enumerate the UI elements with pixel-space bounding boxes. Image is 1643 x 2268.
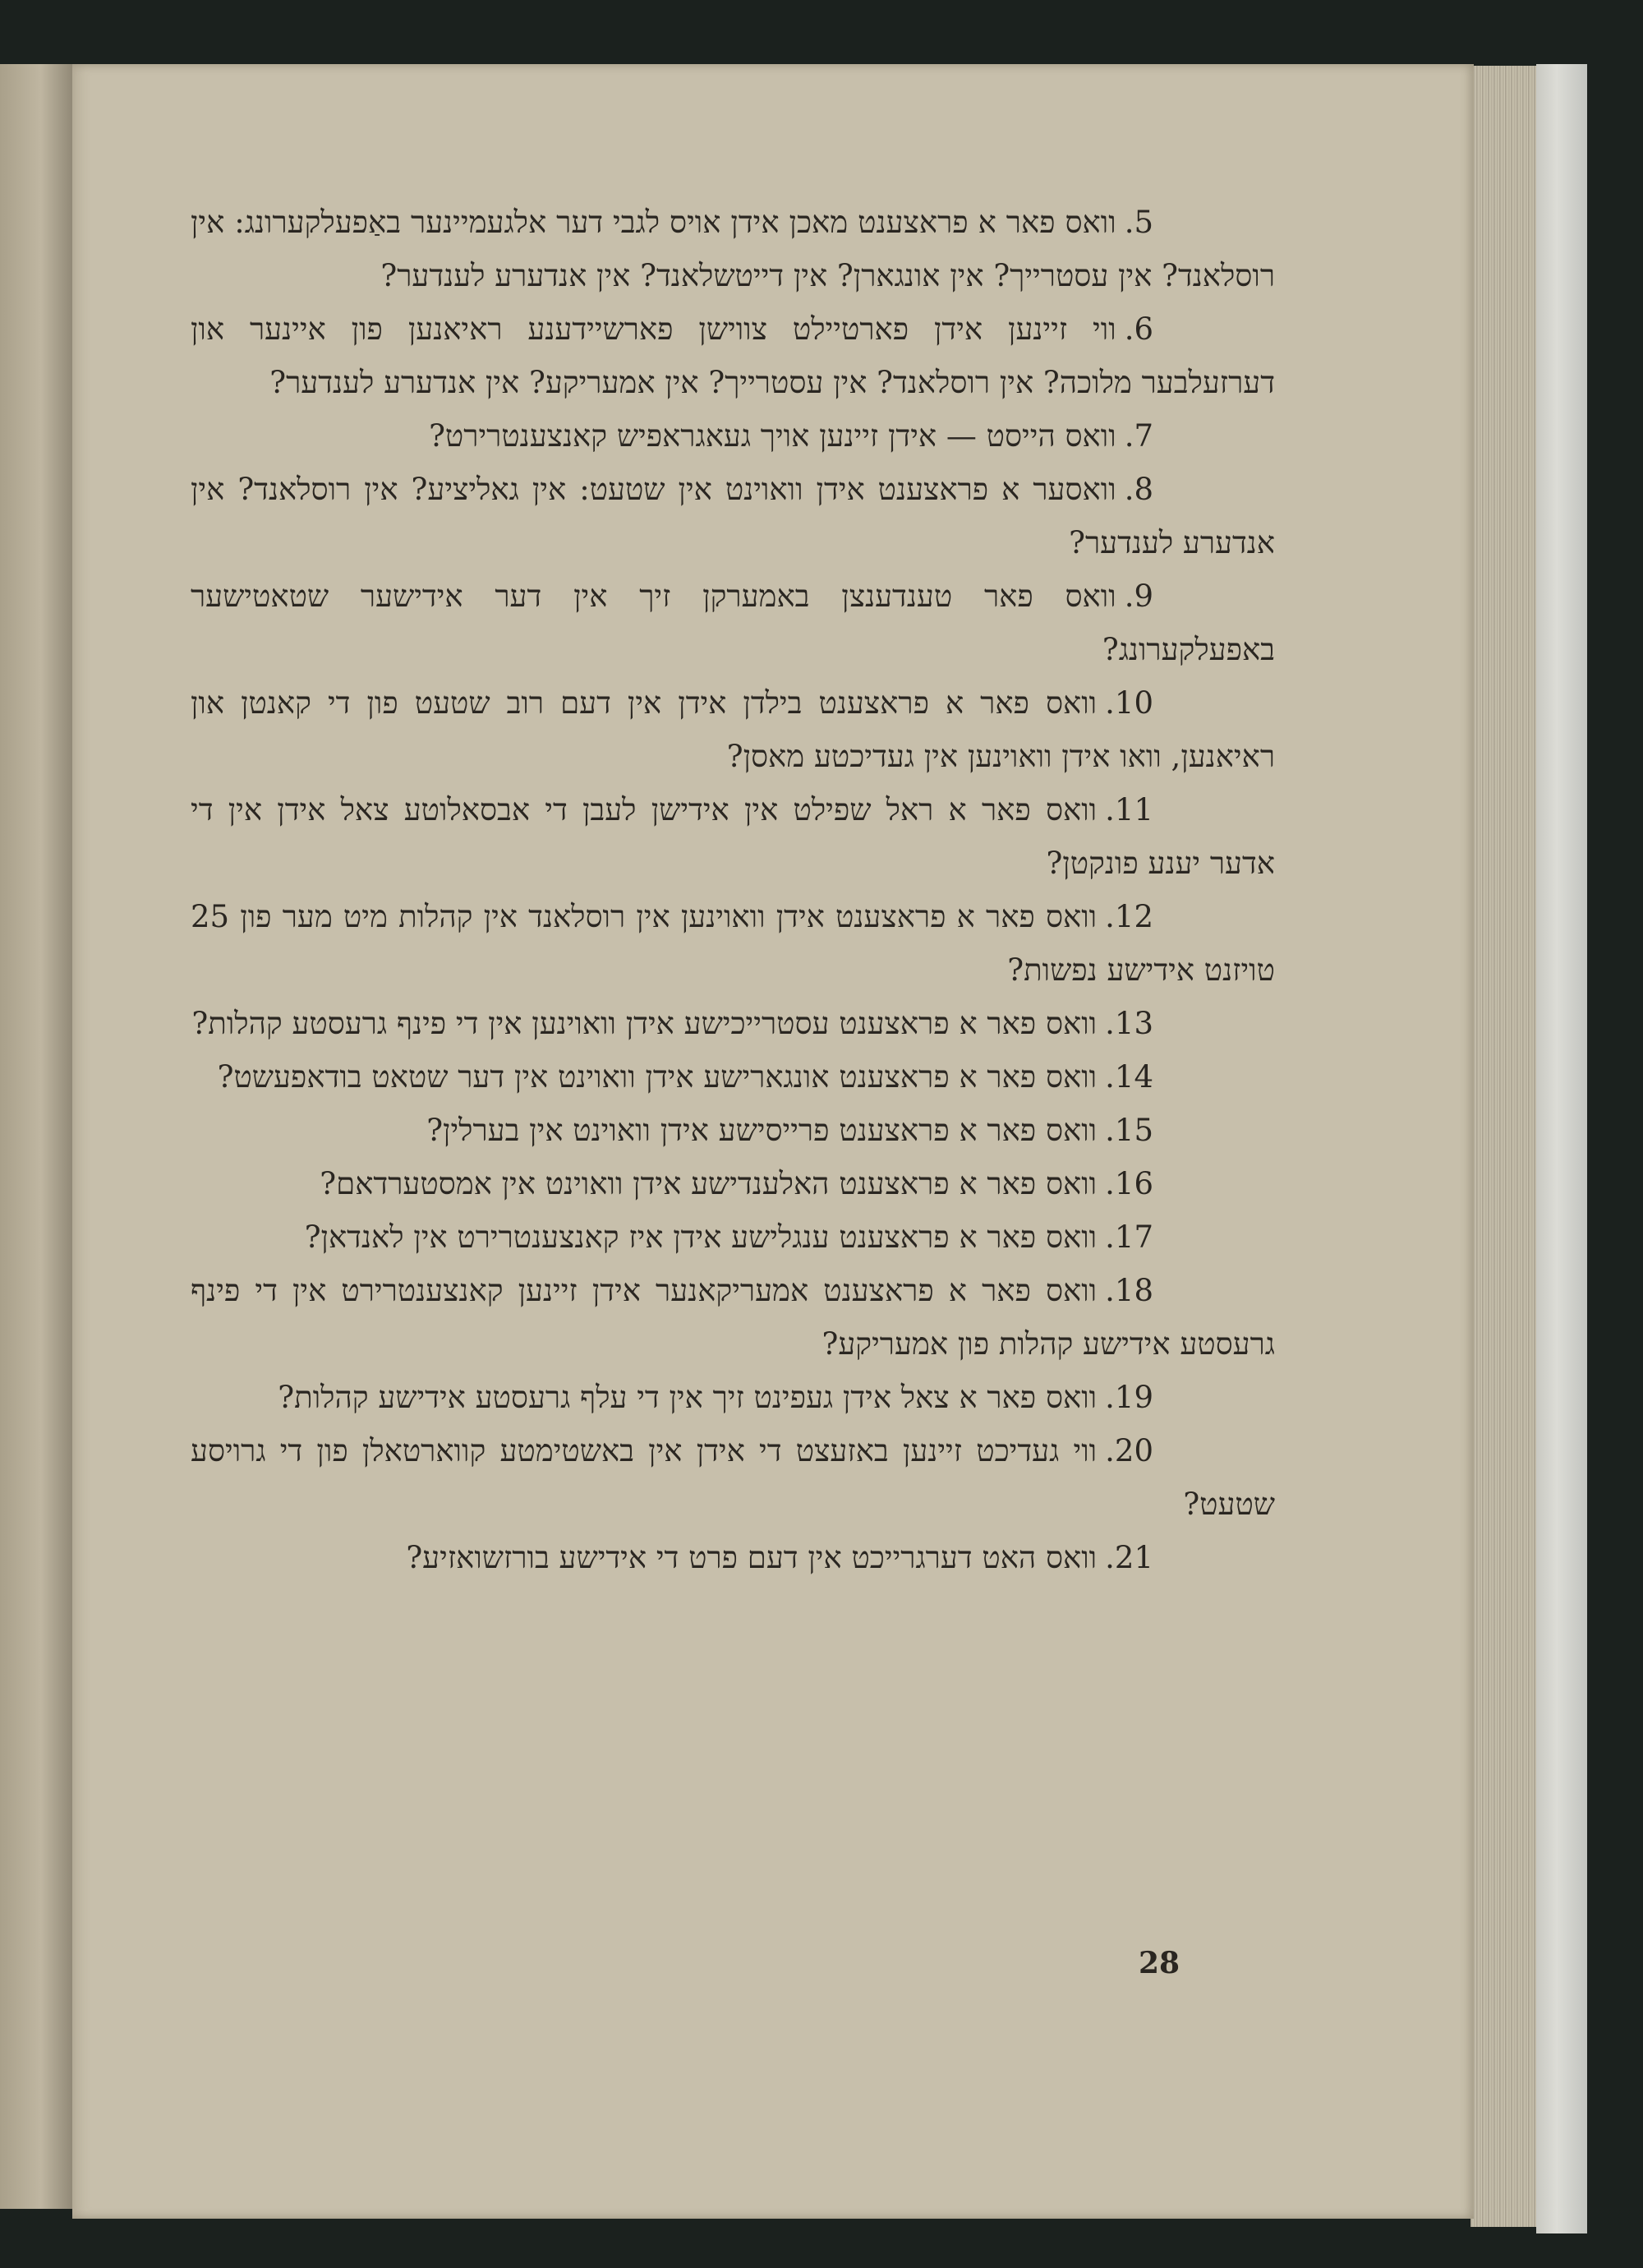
question-item: [191, 409, 1275, 463]
question-text: וואס פאר א פראצענט עסטרייכישע אידן וואוינען אין די פינף גרעסטע קהלות?: [191, 1006, 1098, 1041]
question-item: [191, 463, 1275, 569]
question-number: 13.: [1105, 1006, 1153, 1041]
question-text: וואס פאר א פראצענט אידן וואוינען אין רוסלאנד אין קהלות מיט מער פון 25 טויזנט אידישע נפשות?: [191, 899, 1275, 988]
question-text: וואס פאר א פראצענט פרייסישע אידן וואוינט אין בערלין?: [426, 1113, 1098, 1148]
question-item: [191, 569, 1275, 676]
question-number: 12.: [1105, 899, 1153, 934]
question-number: 20.: [1105, 1433, 1153, 1468]
question-text: וואס הייסט — אידן זיינען אויך געאגראפיש קאנצענטרירט?: [429, 418, 1116, 454]
question-item: [191, 1531, 1275, 1584]
question-item: [191, 676, 1275, 783]
question-item: [191, 890, 1275, 997]
book-page: [72, 64, 1474, 2219]
question-text: וואס פאר א פראצענט ענגלישע אידן איז קאנצענטרירט אין לאנדאן?: [304, 1219, 1098, 1255]
question-item: [191, 1210, 1275, 1264]
question-number: 15.: [1105, 1113, 1153, 1148]
question-text: וואס האט דערגרייכט אין דעם פרט די אידישע בורזשואזיע?: [406, 1540, 1098, 1575]
question-number: 16.: [1105, 1166, 1153, 1201]
page-stack-edges: [1470, 66, 1536, 2227]
question-item: [191, 302, 1275, 409]
question-item: [191, 997, 1275, 1050]
question-number: 21.: [1105, 1540, 1153, 1575]
question-text: ווי זיינען אידן פארטיילט צווישן פארשיידענע ראיאנען פון איינער און דערזעלבער מלוכה? אין רוסלאנד? אין עסטרייך? אין אמעריקע? אין אנדערע לענדער?: [191, 311, 1275, 400]
question-number: 11.: [1105, 792, 1153, 827]
question-text: וואסער א פראצענט אידן וואוינט אין שטעט: אין גאליציע? אין רוסלאנד? אין אנדערע לענדער?: [191, 472, 1275, 560]
question-number: 18.: [1105, 1273, 1153, 1308]
question-number: 8.: [1124, 472, 1153, 507]
question-number: 17.: [1105, 1219, 1153, 1255]
question-number: 19.: [1105, 1380, 1153, 1415]
question-text: וואס פאר א פראצענט בילדן אידן אין דעם רוב שטעט פון די קאנטן און ראיאנען, וואו אידן וואוינען אין געדיכטע מאסן?: [191, 685, 1275, 774]
question-number: 7.: [1124, 418, 1153, 454]
question-item: [191, 1050, 1275, 1104]
question-item: [191, 1371, 1275, 1424]
question-item: [191, 1157, 1275, 1210]
question-item: [191, 196, 1275, 302]
facing-page-edge: [0, 64, 74, 2209]
question-text: וואס פאר א ראל שפילט אין אידישן לעבן די אבסאלוטע צאל אידן אין די אדער יענע פונקטן?: [191, 792, 1275, 881]
question-text: ווי געדיכט זיינען באזעצט די אידן אין באשטימטע קווארטאלן פון די גרויסע שטעט?: [191, 1433, 1275, 1522]
book-cover-edge: [1536, 64, 1587, 2233]
question-number: 10.: [1105, 685, 1153, 721]
question-number: 9.: [1124, 579, 1153, 614]
question-text: וואס פאר א פראצענט האלענדישע אידן וואוינט אין אמסטערדאם?: [320, 1166, 1098, 1201]
question-text: וואס פאר טענדענצן באמערקן זיך אין דער אידישער שטאטישער באפעלקערונג?: [191, 579, 1275, 667]
question-number: 5.: [1124, 205, 1153, 240]
question-number: 6.: [1124, 311, 1153, 347]
question-text: וואס פאר א פראצענט מאכן אידן אויס לגבי דער אלגעמיינער באַפעלקערונג: אין רוסלאנד? אין עסטרייך? אין אונגארן? אין דייטשלאנד? אין אנדערע לענדער?: [191, 205, 1275, 293]
question-number: 14.: [1105, 1059, 1153, 1095]
question-item: [191, 783, 1275, 890]
question-item: [191, 1104, 1275, 1157]
question-list: [191, 196, 1275, 1584]
question-text: וואס פאר א פראצענט אמעריקאנער אידן זיינען קאנצענטרירט אין די פינף גרעסטע אידישע קהלות פון אמעריקע?: [191, 1273, 1275, 1362]
page-number: 28: [1139, 1946, 1180, 1980]
question-item: [191, 1264, 1275, 1371]
question-text: וואס פאר א פראצענט אונגארישע אידן וואוינט אין דער שטאט בודאפעשט?: [217, 1059, 1098, 1095]
question-item: [191, 1424, 1275, 1531]
question-text: וואס פאר א צאל אידן געפינט זיך אין די עלף גרעסטע אידישע קהלות?: [278, 1380, 1098, 1415]
